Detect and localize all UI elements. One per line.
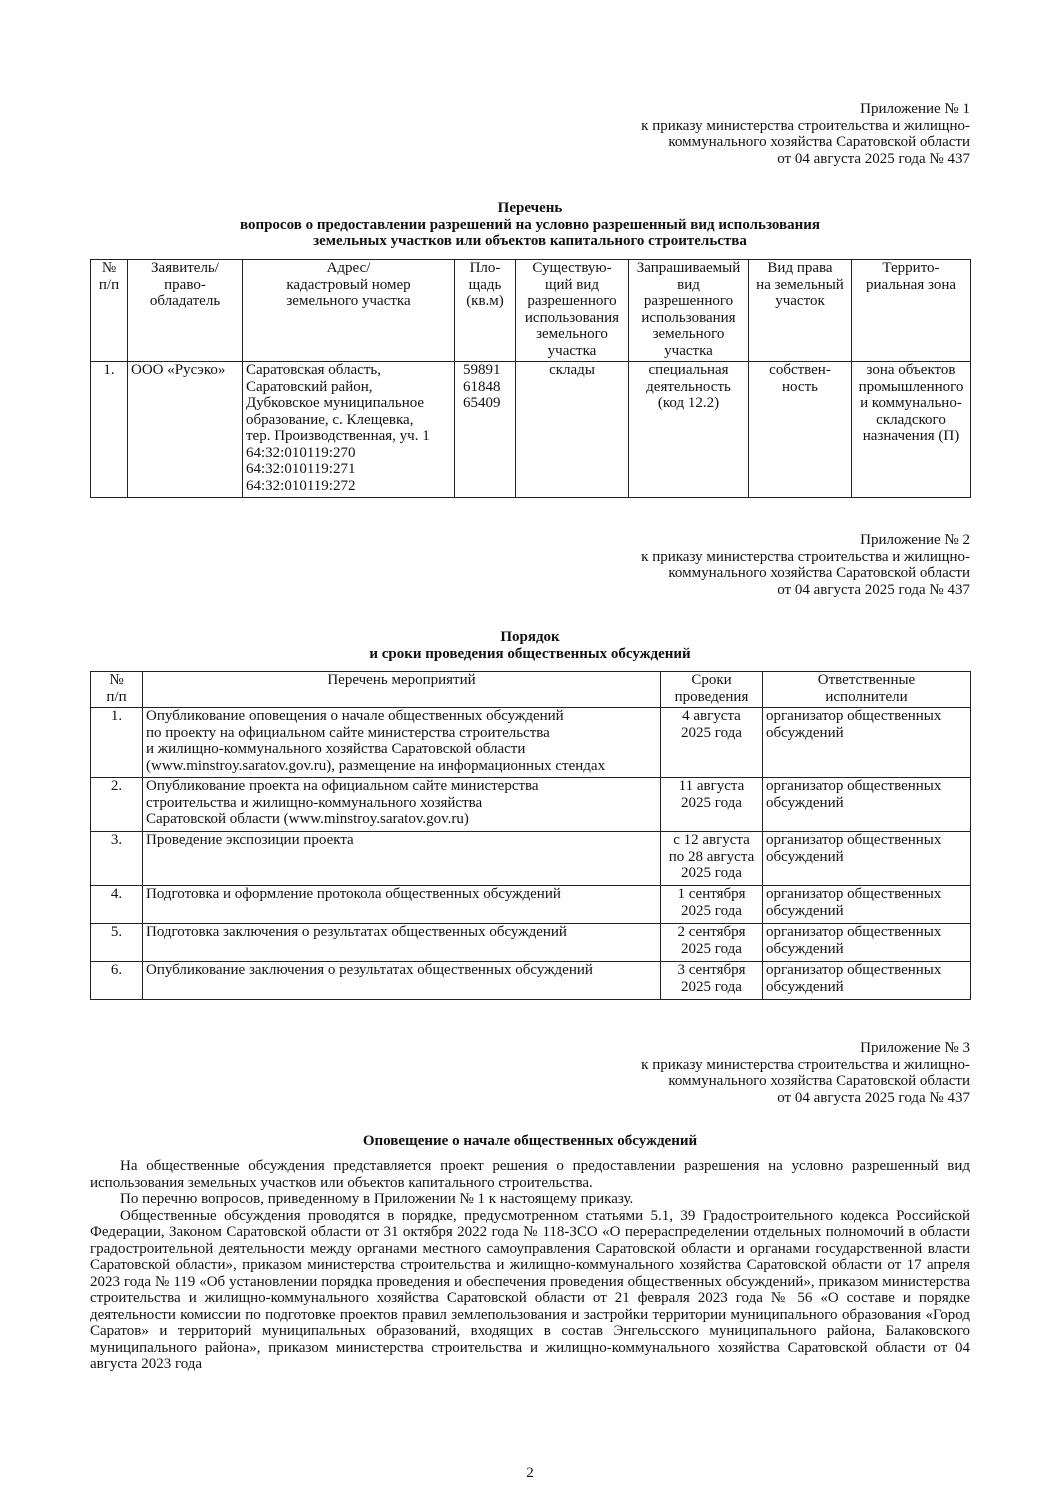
appendix-2-header [470,532,970,598]
address-line: образование, с. Клещевка, [246,411,414,428]
cell-text: 1 сентября [677,886,746,902]
header-zone [852,260,971,362]
header-text: Пло- [469,260,501,276]
cell-term [661,962,763,1000]
cell-responsible [763,886,971,924]
appendix-line: коммунального хозяйства Саратовской области [668,134,970,150]
cell-text: Проведение экспозиции проекта [146,832,354,848]
cell-requested-use [629,362,749,498]
cell-existing-use: склады [516,362,629,498]
cell-text: и жилищно-коммунального хозяйства Саратовской области [146,741,526,757]
appendix-line: от 04 августа 2025 года № 437 [777,1089,970,1106]
appendix-line: Приложение № 1 [860,101,970,117]
cell-num: 3. [91,832,143,886]
cell-applicant: ООО «Русэко» [128,362,243,498]
cell-text: Опубликование заключения о результатах общественных обсуждений [146,962,593,978]
header-text: земельного [652,326,725,342]
title-line: земельных участков или объектов капитального строительства [313,233,747,249]
area-value: 61848 [463,378,501,395]
area-value: 65409 [463,395,501,411]
table-row [91,832,971,886]
cell-text: (код 12.2) [657,395,720,411]
header-text: земельного участка [286,293,411,309]
cell-text: 2 сентября [677,924,746,940]
table-row [91,924,971,962]
cell-text: 2025 года [681,978,742,995]
cell-responsible [763,832,971,886]
cell-text: 2025 года [681,724,742,741]
header-text: № [109,672,124,688]
header-applicant [128,260,243,362]
cell-text: по проекту на официальном сайте министерства строительства [146,724,550,741]
cell-zone [852,362,971,498]
cell-text: организатор общественных [766,708,942,724]
header-right-type [749,260,852,362]
appendix-line: от 04 августа 2025 года № 437 [777,150,970,167]
header-num [91,260,128,362]
cell-num: 1. [91,708,143,778]
cell-right-type [749,362,852,498]
title-line: и сроки проведения общественных обсуждений [369,645,691,662]
table-row [91,962,971,1000]
table-header-row [91,260,971,362]
header-text: Террито- [882,260,940,276]
cell-event [143,832,661,886]
cadastral-number: 64:32:010119:270 [246,444,356,461]
title-line: вопросов о предоставлении разрешений на условно разрешенный вид использования [239,216,821,233]
cell-text: строительства и жилищно-коммунального хозяйства [146,794,483,811]
cadastral-number: 64:32:010119:272 [246,477,356,494]
page-number: 2 [526,1465,534,1481]
header-text: Вид права [767,260,833,276]
cell-text: зона объектов [866,362,956,378]
notice-title: Оповещение о начале общественных обсуждений [362,1133,698,1149]
appendix-line: коммунального хозяйства Саратовской области [668,565,970,581]
header-text: использования [524,309,620,326]
cell-text: организатор общественных [766,924,942,940]
header-area [455,260,516,362]
cell-text: обсуждений [766,978,844,995]
header-text: использования [641,309,736,326]
header-text: риальная зона [866,276,956,293]
cell-event [143,924,661,962]
appendix-line: Приложение № 2 [860,532,970,548]
header-text: проведения [674,688,749,705]
header-text: Адрес/ [326,260,371,276]
header-text: Заявитель/ [151,260,219,276]
header-events: Перечень мероприятий [143,672,661,708]
header-text: право- [164,276,206,293]
address-line: тер. Производственная, уч. 1 [246,428,430,444]
header-text: Ответственные [817,672,916,688]
header-text: № [101,260,117,276]
cell-term [661,924,763,962]
header-text: п/п [98,276,120,293]
header-responsible [763,672,971,708]
cell-num: 4. [91,886,143,924]
cell-term [661,832,763,886]
cell-responsible [763,708,971,778]
header-text: исполнители [825,688,908,705]
address-line: Дубковское муниципальное [246,395,425,411]
cell-num: 6. [91,962,143,1000]
cell-text: и коммунально- [860,395,962,411]
header-text: (кв.м) [466,293,504,309]
table-row [91,778,971,832]
table-row [91,362,971,498]
appendix-3-header [470,1040,970,1106]
header-text: щий вид [544,276,600,293]
cell-text: Подготовка и оформление протокола общественных обсуждений [146,886,561,902]
cell-num: 2. [91,778,143,832]
address-line: Саратовская область, [246,362,382,378]
body-paragraph: На общественные обсуждения представляется проект решения о предоставлении разрешения на условно разрешенный вид использования земельных участков или объектов капитального строительства. [90,1158,970,1191]
cell-text: Саратовской области (www.minstroy.saratov.gov.ru) [146,811,469,827]
cell-text: 2025 года [681,794,742,811]
cell-text: по 28 августа [668,848,755,865]
cell-text: промышленного [858,378,964,395]
header-address [243,260,455,362]
title-line: Перечень [497,200,563,216]
cell-text: назначения (П) [862,428,960,444]
header-text: разрешенного [527,293,617,309]
notice-body [90,1158,970,1373]
cell-text: складского [876,411,946,428]
cell-text: 2025 года [681,865,742,881]
cell-text: организатор общественных [766,886,942,902]
header-text: Сроки [691,672,732,688]
cell-text: обсуждений [766,902,844,919]
cell-text: Опубликование оповещения о начале общественных обсуждений [146,708,564,724]
cell-text: ность [782,378,818,395]
cell-num: 1. [91,362,128,498]
cell-text: организатор общественных [766,962,942,978]
cell-text: обсуждений [766,848,844,865]
appendix-line: Приложение № 3 [860,1040,970,1056]
header-text: участок [775,293,825,309]
cell-area [455,362,516,498]
cell-term [661,886,763,924]
cell-text: специальная [648,362,729,378]
table-header-row [91,672,971,708]
cell-term [661,708,763,778]
header-existing-use [516,260,629,362]
cell-text: собствен- [769,362,831,378]
cell-text: обсуждений [766,724,844,741]
cell-text: 2025 года [681,902,742,919]
cell-event [143,708,661,778]
area-value: 59891 [463,362,501,378]
cell-text: Опубликование проекта на официальном сайте министерства [146,778,539,794]
header-text: п/п [106,688,127,705]
cell-num: 5. [91,924,143,962]
header-text: участка [664,342,713,359]
header-text: участка [547,342,597,359]
header-requested-use [629,260,749,362]
cell-event [143,778,661,832]
title-line: Порядок [500,629,560,645]
header-text: земельного [536,326,608,342]
body-paragraph: Общественные обсуждения проводятся в порядке, предусмотренном статьями 5.1, 39 Градостроительного кодекса Российской Федерации, Законом Саратовской области от 31 октября 2022 года № 118-ЗСО «О перераспределении отдельных полномочий в области градостроительной деятельности между органами местного самоуправления Саратовской области и органами государственной власти Саратовской области», приказом министерства строительства и жилищно-коммунального хозяйства Саратовской области от 17 апреля 2023 года № 119 «Об установлении порядка проведения и обеспечения проведения общественных обсуждений», приказом министерства строительства и жилищно-коммунального хозяйства Саратовской области от 21 февраля 2023 года № 56 «О составе и порядке деятельности комиссии по подготовке проектов правил землепользования и застройки территории муниципального образования «Город Саратов» и территорий муниципальных образований, входящих в состав Энгельсского муниципального района, Балаковского муниципального района», приказом министерства строительства и жилищно-коммунального хозяйства Саратовской области от 04 августа 2023 года [90,1207,970,1372]
schedule-table [90,671,971,1000]
cell-text: деятельность [646,378,731,395]
header-text: кадастровый номер [286,276,411,293]
cell-text: организатор общественных [766,832,942,848]
permissions-table [90,259,971,498]
cell-text: обсуждений [766,794,844,811]
cell-text: 4 августа [682,708,741,724]
cell-text: 11 августа [678,778,745,794]
header-text: Существую- [532,260,612,276]
appendix-1-header [470,101,970,167]
header-text: щадь [468,276,502,293]
body-paragraph: По перечню вопросов, приведенному в Приложении № 1 к настоящему приказу. [120,1191,634,1207]
cell-text: с 12 августа [673,832,750,848]
appendix-line: к приказу министерства строительства и жилищно- [641,117,970,134]
table-row [91,708,971,778]
cell-text: 2025 года [681,940,742,957]
header-text: Запрашиваемый [636,260,741,276]
cell-event [143,886,661,924]
cell-responsible [763,778,971,832]
list-title [90,200,970,250]
header-num [91,672,143,708]
appendix-line: от 04 августа 2025 года № 437 [777,581,970,598]
table-row [91,886,971,924]
cell-responsible [763,924,971,962]
appendix-line: к приказу министерства строительства и жилищно- [641,1056,970,1073]
header-text: разрешенного [643,293,734,309]
header-terms [661,672,763,708]
cell-text: обсуждений [766,940,844,957]
header-text: на земельный [756,276,844,293]
header-text: вид [677,276,700,293]
cell-text: (www.minstroy.saratov.gov.ru), размещение на информационных стендах [146,757,606,774]
appendix-line: к приказу министерства строительства и жилищно- [641,548,970,565]
cell-text: Подготовка заключения о результатах общественных обсуждений [146,924,567,940]
address-line: Саратовский район, [246,378,373,395]
cell-event [143,962,661,1000]
cell-text: организатор общественных [766,778,942,794]
appendix-line: коммунального хозяйства Саратовской области [668,1073,970,1089]
cell-term [661,778,763,832]
cell-address [243,362,455,498]
header-text: обладатель [149,293,221,309]
cell-responsible [763,962,971,1000]
order-title [90,629,970,662]
cell-text: 3 сентября [677,962,746,978]
cadastral-number: 64:32:010119:271 [246,461,356,477]
